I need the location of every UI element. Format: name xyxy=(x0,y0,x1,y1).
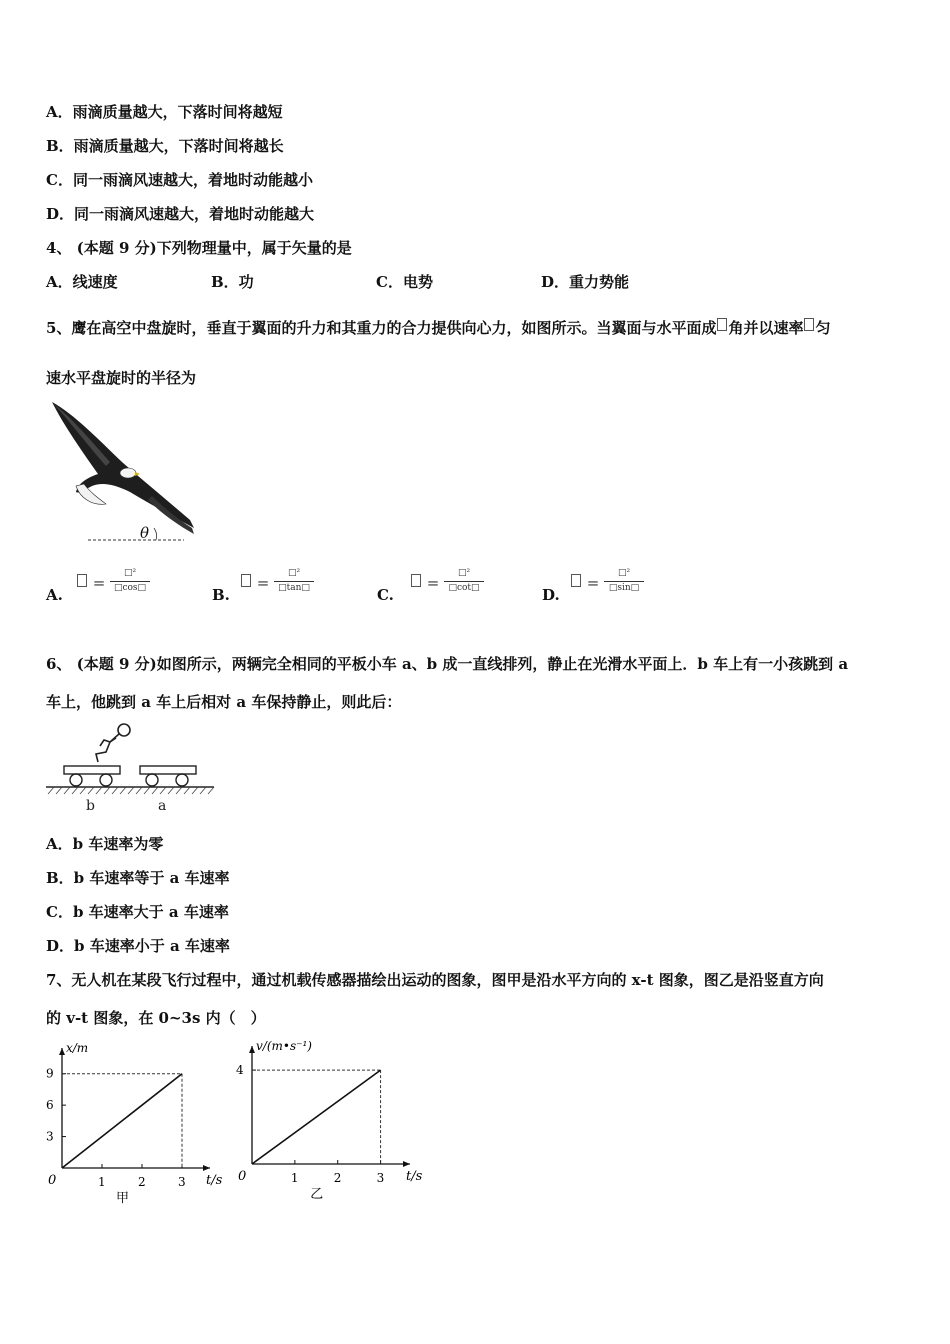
q5-stem-line2: 速水平盘旋时的半径为 xyxy=(46,369,197,387)
chart-title: 乙 xyxy=(310,1187,324,1202)
origin-label: 0 xyxy=(238,1169,247,1184)
q4-stem: 4、 (本题 9 分)下列物理量中，属于矢量的是 xyxy=(46,239,352,257)
y-tick-label: 3 xyxy=(46,1129,54,1144)
x-tick-label: 3 xyxy=(376,1171,385,1185)
q6-stem-line2: 车上，他跳到 a 车上后相对 a 车保持静止，则此后： xyxy=(46,693,402,711)
r-placeholder-icon xyxy=(411,574,421,587)
origin-label: 0 xyxy=(48,1173,57,1188)
eagle-illustration xyxy=(52,402,194,534)
q6-option-d: D．b 车速率小于 a 车速率 xyxy=(46,937,230,955)
q3-option-b: B．雨滴质量越大，下落时间将越长 xyxy=(46,137,284,155)
x-tick-label: 2 xyxy=(138,1175,146,1189)
x-tick-label: 3 xyxy=(178,1175,186,1189)
y-tick-label: 9 xyxy=(46,1066,54,1081)
theta-placeholder-icon xyxy=(717,318,727,331)
q6-stem-line1: 6、 (本题 9 分)如图所示，两辆完全相同的平板小车 a、b 成一直线排列，静止在光滑水平面上．b 车上有一小孩跳到 a xyxy=(46,655,849,673)
ground-hatching xyxy=(48,787,214,794)
y-axis-arrow-icon xyxy=(249,1046,255,1053)
y-axis-label: v/(m•s⁻¹) xyxy=(256,1039,312,1053)
q5-formula-b xyxy=(240,568,320,604)
q3-option-d: D．同一雨滴风速越大，着地时动能越大 xyxy=(46,205,315,223)
y-tick-label: 4 xyxy=(236,1063,244,1078)
y-tick-label: 6 xyxy=(46,1098,54,1113)
cart-b-platform xyxy=(64,766,120,774)
cart-b-wheel xyxy=(70,774,82,786)
q7-stem-line2: 的 v-t 图象，在 0~3s 内（ ） xyxy=(46,1009,266,1027)
y-axis-label: x/m xyxy=(66,1041,89,1055)
cart-a-wheel xyxy=(146,774,158,786)
equals-sign: = xyxy=(256,574,270,592)
x-tick-label: 2 xyxy=(333,1171,342,1185)
numerator: □² xyxy=(457,568,471,578)
chart-title: 甲 xyxy=(116,1191,130,1206)
child-figure xyxy=(96,724,130,762)
r-placeholder-icon xyxy=(77,574,87,587)
q5-option-d-label: D. xyxy=(542,586,560,604)
numerator: □² xyxy=(287,568,301,578)
eagle-figure xyxy=(44,400,204,546)
q5-stem-line1 xyxy=(46,318,830,338)
y-axis-arrow-icon xyxy=(59,1048,65,1055)
q7-stem-line1: 7、无人机在某段飞行过程中，通过机载传感器描绘出运动的图象，图甲是沿水平方向的 x-t 图象，图乙是沿竖直方向 xyxy=(46,971,824,989)
q3-option-a: A．雨滴质量越大，下落时间将越短 xyxy=(46,103,283,121)
x-axis-arrow-icon xyxy=(203,1165,210,1171)
chart-vt-graph xyxy=(230,1038,430,1210)
denominator: □tan□ xyxy=(278,583,310,593)
numerator: □² xyxy=(617,568,631,578)
q4-option-b: B．功 xyxy=(211,273,254,291)
denominator: □cos□ xyxy=(113,583,147,593)
series-line xyxy=(62,1074,182,1168)
q4-option-d: D．重力势能 xyxy=(541,273,630,291)
q5-option-a-label: A. xyxy=(46,586,63,604)
q6-option-a: A．b 车速率为零 xyxy=(46,835,164,853)
q5-stem-part3: 匀 xyxy=(815,319,831,337)
q4-option-a: A．线速度 xyxy=(46,273,118,291)
x-tick-label: 1 xyxy=(290,1171,299,1185)
r-placeholder-icon xyxy=(571,574,581,587)
q5-formula-d xyxy=(570,568,650,604)
q5-option-b-label: B. xyxy=(212,586,230,604)
x-tick-label: 1 xyxy=(98,1175,106,1189)
x-axis-label: t/s xyxy=(206,1173,223,1188)
q5-formula-c xyxy=(410,568,490,604)
theta-label: θ xyxy=(140,524,150,542)
equals-sign: = xyxy=(426,574,440,592)
equals-sign: = xyxy=(586,574,600,592)
x-axis-label: t/s xyxy=(406,1169,423,1184)
series-line xyxy=(252,1070,381,1164)
q5-option-c-label: C. xyxy=(377,586,394,604)
q5-stem-part2: 角并以速率 xyxy=(728,319,804,337)
q5-stem-part1: 5、鹰在高空中盘旋时，垂直于翼面的升力和其重力的合力提供向心力，如图所示。当翼面与水平面成 xyxy=(46,319,717,337)
q3-option-c: C．同一雨滴风速越大，着地时动能越小 xyxy=(46,171,313,189)
cart-a-platform xyxy=(140,766,196,774)
cart-b-label: b xyxy=(86,798,95,814)
chart-xt-graph xyxy=(40,1038,230,1210)
denominator: □sin□ xyxy=(608,583,640,593)
equals-sign: = xyxy=(92,574,106,592)
carts-figure xyxy=(44,716,216,816)
denominator: □cot□ xyxy=(448,583,480,593)
q6-option-b: B．b 车速率等于 a 车速率 xyxy=(46,869,230,887)
cart-a-label: a xyxy=(158,798,167,814)
numerator: □² xyxy=(123,568,137,578)
q5-formula-a xyxy=(76,568,156,604)
q6-option-c: C．b 车速率大于 a 车速率 xyxy=(46,903,229,921)
r-placeholder-icon xyxy=(241,574,251,587)
q4-option-c: C．电势 xyxy=(376,273,433,291)
v-placeholder-icon xyxy=(804,318,814,331)
x-axis-arrow-icon xyxy=(403,1161,410,1167)
cart-a-wheel xyxy=(176,774,188,786)
angle-arc xyxy=(154,528,157,540)
cart-b-wheel xyxy=(100,774,112,786)
